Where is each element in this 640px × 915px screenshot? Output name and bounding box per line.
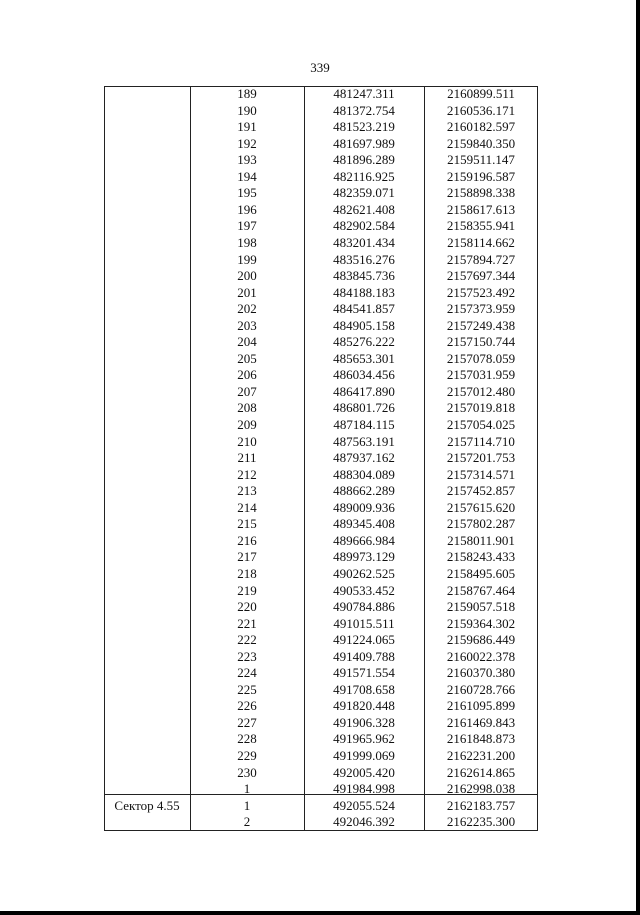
- table-row: [104, 185, 538, 202]
- y-coordinate-cell: 2157802.287: [446, 516, 516, 532]
- table-row: [104, 632, 538, 649]
- table-row: [104, 549, 538, 566]
- point-number-cell: 213: [237, 483, 257, 499]
- point-number-cell: 215: [237, 516, 257, 532]
- x-coordinate-cell: 487937.162: [333, 450, 395, 466]
- x-coordinate-cell: 491571.554: [333, 665, 395, 681]
- y-coordinate-cell: 2158495.605: [446, 565, 516, 581]
- x-coordinate-cell: 491906.328: [333, 714, 395, 730]
- y-coordinate-cell: 2157078.059: [446, 350, 516, 366]
- point-number-cell: 190: [237, 102, 257, 118]
- x-coordinate-cell: 489345.408: [333, 516, 395, 532]
- table-row: [104, 417, 538, 434]
- point-number-cell: 225: [237, 681, 257, 697]
- y-coordinate-cell: 2157012.480: [446, 383, 516, 399]
- point-number-cell: 203: [237, 317, 257, 333]
- point-number-cell: 1: [243, 798, 251, 813]
- y-coordinate-cell: 2157452.857: [446, 483, 516, 499]
- table-row: [104, 748, 538, 765]
- y-coordinate-cell: 2161848.873: [446, 731, 516, 747]
- x-coordinate-cell: 491409.788: [333, 648, 395, 664]
- x-coordinate-cell: 481523.219: [333, 119, 395, 135]
- point-number-cell: 212: [237, 466, 257, 482]
- point-number-cell: 216: [237, 532, 257, 548]
- y-coordinate-cell: 2162183.757: [446, 798, 516, 813]
- y-coordinate-cell: 2160536.171: [446, 102, 516, 118]
- y-coordinate-cell: 2162235.300: [446, 814, 516, 829]
- x-coordinate-cell: 484188.183: [333, 284, 395, 300]
- x-coordinate-cell: 490262.525: [333, 565, 395, 581]
- point-number-cell: 222: [237, 632, 257, 648]
- table-row: [104, 334, 538, 351]
- x-coordinate-cell: 484541.857: [333, 301, 395, 317]
- table-row: [104, 301, 538, 318]
- table-row: [104, 285, 538, 302]
- y-coordinate-cell: 2157150.744: [446, 334, 516, 350]
- point-number-cell: 195: [237, 185, 257, 201]
- x-coordinate-cell: 482621.408: [333, 201, 395, 217]
- x-coordinate-cell: 492005.420: [333, 764, 395, 780]
- x-coordinate-cell: 481372.754: [333, 102, 395, 118]
- point-number-cell: 226: [237, 698, 257, 714]
- y-coordinate-cell: 2157314.571: [446, 466, 516, 482]
- point-number-cell: 191: [237, 119, 257, 135]
- sector-cell: Сектор 4.55: [114, 798, 180, 813]
- y-coordinate-cell: 2160899.511: [447, 86, 515, 101]
- table-row: [104, 235, 538, 252]
- point-number-cell: 1: [243, 781, 251, 797]
- x-coordinate-cell: 491708.658: [333, 681, 395, 697]
- table-row: [104, 252, 538, 269]
- table-row: [104, 169, 538, 186]
- y-coordinate-cell: 2159057.518: [446, 599, 516, 615]
- point-number-cell: 219: [237, 582, 257, 598]
- y-coordinate-cell: 2158243.433: [446, 549, 516, 565]
- y-coordinate-cell: 2157249.438: [446, 317, 516, 333]
- x-coordinate-cell: 481247.311: [333, 86, 395, 101]
- table-row: [104, 450, 538, 467]
- y-coordinate-cell: 2158898.338: [446, 185, 516, 201]
- x-coordinate-cell: 482116.925: [333, 168, 395, 184]
- table-row: [104, 682, 538, 699]
- x-coordinate-cell: 490784.886: [333, 599, 395, 615]
- table-row: [104, 268, 538, 285]
- x-coordinate-cell: 491224.065: [333, 632, 395, 648]
- table-row: [104, 698, 538, 715]
- point-number-cell: 192: [237, 135, 257, 151]
- table-row: [104, 616, 538, 633]
- x-coordinate-cell: 489973.129: [333, 549, 395, 565]
- table-row: [104, 649, 538, 666]
- y-coordinate-cell: 2160182.597: [446, 119, 516, 135]
- y-coordinate-cell: 2157019.818: [446, 400, 516, 416]
- point-number-cell: 201: [237, 284, 257, 300]
- x-coordinate-cell: 482359.071: [333, 185, 395, 201]
- table-row: [104, 765, 538, 782]
- table-row: [104, 566, 538, 583]
- table-row: [104, 781, 538, 798]
- y-coordinate-cell: 2157373.959: [446, 301, 516, 317]
- point-number-cell: 198: [237, 234, 257, 250]
- y-coordinate-cell: 2159511.147: [447, 152, 515, 168]
- y-coordinate-cell: 2161095.899: [446, 698, 516, 714]
- x-coordinate-cell: 481697.989: [333, 135, 395, 151]
- point-number-cell: 204: [237, 334, 257, 350]
- x-coordinate-cell: 487563.191: [333, 433, 395, 449]
- y-coordinate-cell: 2159364.302: [446, 615, 516, 631]
- table-row: [104, 483, 538, 500]
- y-coordinate-cell: 2160370.380: [446, 665, 516, 681]
- point-number-cell: 196: [237, 201, 257, 217]
- x-coordinate-cell: 482902.584: [333, 218, 395, 234]
- x-coordinate-cell: 485653.301: [333, 350, 395, 366]
- table-row: [104, 665, 538, 682]
- x-coordinate-cell: 484905.158: [333, 317, 395, 333]
- x-coordinate-cell: 492046.392: [333, 814, 395, 829]
- table-row: [104, 814, 538, 831]
- table-row: [104, 434, 538, 451]
- x-coordinate-cell: 481896.289: [333, 152, 395, 168]
- x-coordinate-cell: 483201.434: [333, 234, 395, 250]
- y-coordinate-cell: 2158617.613: [446, 201, 516, 217]
- y-coordinate-cell: 2159196.587: [446, 168, 516, 184]
- point-number-cell: 206: [237, 367, 257, 383]
- y-coordinate-cell: 2158114.662: [447, 234, 515, 250]
- x-coordinate-cell: 487184.115: [333, 417, 395, 432]
- point-number-cell: 199: [237, 251, 257, 267]
- y-coordinate-cell: 2160022.378: [446, 648, 516, 664]
- point-number-cell: 205: [237, 350, 257, 366]
- point-number-cell: 2: [243, 814, 251, 829]
- table-row: [104, 516, 538, 533]
- table-row: [104, 152, 538, 169]
- point-number-cell: 194: [237, 168, 257, 184]
- point-number-cell: 197: [237, 218, 257, 234]
- table-row: [104, 103, 538, 120]
- table-row: [104, 218, 538, 235]
- page-number: 339: [310, 60, 330, 75]
- point-number-cell: 218: [237, 565, 257, 581]
- x-coordinate-cell: 491965.962: [333, 731, 395, 747]
- y-coordinate-cell: 2158011.901: [447, 532, 515, 548]
- point-number-cell: 208: [237, 400, 257, 416]
- x-coordinate-cell: 489666.984: [333, 532, 395, 548]
- coordinates-table: [104, 86, 538, 831]
- y-coordinate-cell: 2160728.766: [446, 681, 516, 697]
- point-number-cell: 200: [237, 268, 257, 284]
- point-number-cell: 227: [237, 714, 257, 730]
- point-number-cell: 193: [237, 152, 257, 168]
- point-number-cell: 224: [237, 665, 257, 681]
- table-row: [104, 467, 538, 484]
- table-row: [104, 318, 538, 335]
- y-coordinate-cell: 2157054.025: [446, 417, 516, 432]
- table-row: [104, 367, 538, 384]
- table-row: [104, 351, 538, 368]
- x-coordinate-cell: 483845.736: [333, 268, 395, 284]
- point-number-cell: 214: [237, 499, 257, 515]
- x-coordinate-cell: 491015.511: [333, 615, 395, 631]
- y-coordinate-cell: 2162231.200: [446, 748, 516, 763]
- table-row: [104, 202, 538, 219]
- x-coordinate-cell: 490533.452: [333, 582, 395, 598]
- y-coordinate-cell: 2157201.753: [446, 450, 516, 466]
- table-row: [104, 798, 538, 815]
- x-coordinate-cell: 492055.524: [333, 798, 395, 813]
- table-row: [104, 533, 538, 550]
- y-coordinate-cell: 2157615.620: [446, 499, 516, 515]
- point-number-cell: 217: [237, 549, 257, 565]
- table-row: [104, 715, 538, 732]
- point-number-cell: 220: [237, 599, 257, 615]
- point-number-cell: 207: [237, 383, 257, 399]
- x-coordinate-cell: 488304.089: [333, 466, 395, 482]
- y-coordinate-cell: 2157031.959: [446, 367, 516, 383]
- table-row: [104, 400, 538, 417]
- x-coordinate-cell: 491984.998: [333, 781, 395, 797]
- table-row: [104, 86, 538, 103]
- table-row: [104, 119, 538, 136]
- y-coordinate-cell: 2161469.843: [446, 714, 516, 730]
- y-coordinate-cell: 2157894.727: [446, 251, 516, 267]
- x-coordinate-cell: 486801.726: [333, 400, 395, 416]
- x-coordinate-cell: 485276.222: [333, 334, 395, 350]
- point-number-cell: 189: [237, 86, 257, 101]
- x-coordinate-cell: 491820.448: [333, 698, 395, 714]
- table-row: [104, 500, 538, 517]
- point-number-cell: 211: [237, 450, 257, 466]
- y-coordinate-cell: 2162998.038: [446, 781, 516, 797]
- y-coordinate-cell: 2157523.492: [446, 284, 516, 300]
- point-number-cell: 229: [237, 748, 257, 763]
- table-row: [104, 136, 538, 153]
- y-coordinate-cell: 2159686.449: [446, 632, 516, 648]
- x-coordinate-cell: 488662.289: [333, 483, 395, 499]
- point-number-cell: 202: [237, 301, 257, 317]
- point-number-cell: 223: [237, 648, 257, 664]
- y-coordinate-cell: 2157114.710: [447, 433, 515, 449]
- table-row: [104, 731, 538, 748]
- x-coordinate-cell: 491999.069: [333, 748, 395, 763]
- x-coordinate-cell: 483516.276: [333, 251, 395, 267]
- point-number-cell: 228: [237, 731, 257, 747]
- point-number-cell: 209: [237, 417, 257, 432]
- x-coordinate-cell: 489009.936: [333, 499, 395, 515]
- y-coordinate-cell: 2159840.350: [446, 135, 516, 151]
- table-row: [104, 599, 538, 616]
- y-coordinate-cell: 2158355.941: [446, 218, 516, 234]
- y-coordinate-cell: 2157697.344: [446, 268, 516, 284]
- y-coordinate-cell: 2162614.865: [446, 764, 516, 780]
- point-number-cell: 230: [237, 764, 257, 780]
- table-row: [104, 583, 538, 600]
- x-coordinate-cell: 486034.456: [333, 367, 395, 383]
- table-row: [104, 384, 538, 401]
- x-coordinate-cell: 486417.890: [333, 383, 395, 399]
- point-number-cell: 210: [237, 433, 257, 449]
- point-number-cell: 221: [237, 615, 257, 631]
- y-coordinate-cell: 2158767.464: [446, 582, 516, 598]
